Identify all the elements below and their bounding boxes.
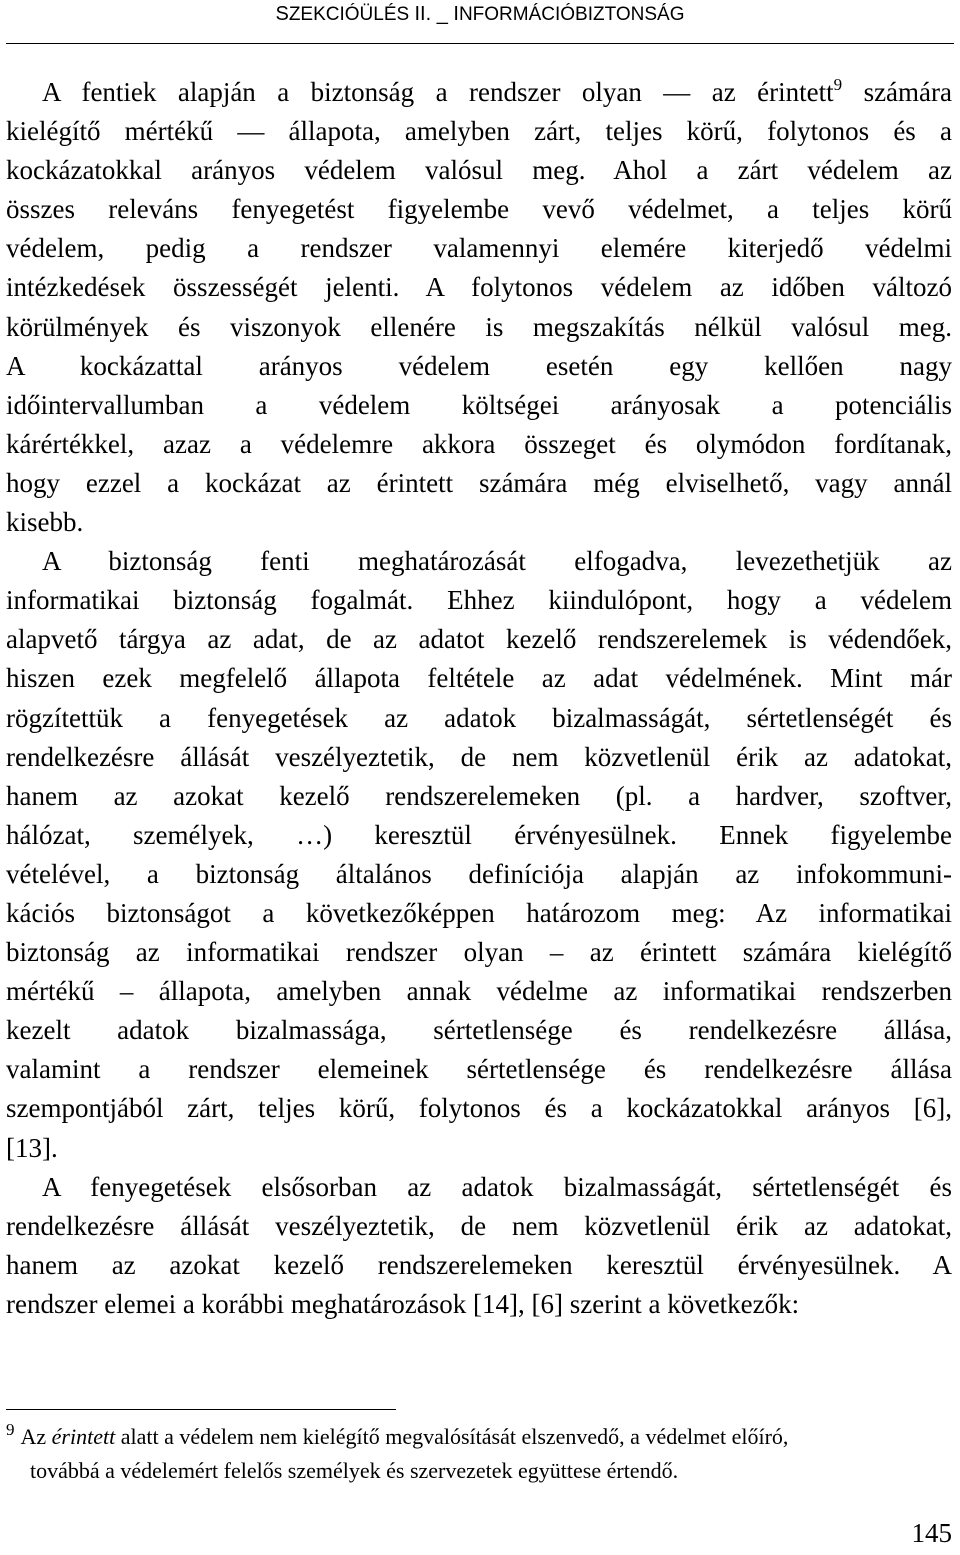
text-line: intézkedések összességét jelenti. A folytonos védelem az időben változó: [6, 272, 952, 303]
main-text: [6, 73, 952, 1324]
header-part: I: [453, 3, 459, 25]
footnote-text: továbbá a védelemért felelős személyek és szervezetek együttese értendő.: [30, 1458, 679, 1483]
footnote-number: 9: [6, 1420, 15, 1439]
text-line: A kockázattal arányos védelem esetén egy kellően nagy: [6, 350, 952, 381]
text-line: szempontjából zárt, teljes körű, folytonos és a kockázatokkal arányos [6],: [6, 1093, 952, 1124]
text-line: A biztonság fenti meghatározását elfogadva, levezethetjük az: [42, 546, 952, 577]
text-line: hálózat, személyek, …) keresztül érvényesülnek. Ennek figyelembe: [6, 819, 952, 850]
header-part: S: [275, 3, 289, 25]
paragraph-2: [6, 542, 952, 1168]
header-divider: [6, 43, 954, 44]
text-line: kárértékkel, azaz a védelemre akkora összeget és olymódon fordítanak,: [6, 428, 952, 459]
header-part: II. _: [414, 3, 454, 25]
text-line: kockázatokkal arányos védelem valósul meg. Ahol a zárt védelem az: [6, 155, 952, 186]
text-line: vételével, a biztonság általános definíciója alapján az infokommuni-: [6, 858, 952, 889]
text-line: kezelt adatok bizalmassága, sértetlensége és rendelkezésre állása,: [6, 1015, 952, 1046]
text-line: időintervallumban a védelem költségei arányosak a potenciális: [6, 389, 952, 420]
page-number: 145: [911, 1518, 952, 1548]
text-line: hanem az azokat kezelő rendszerelemeken keresztül érvényesülnek. A: [6, 1249, 952, 1280]
header-part: NFORMÁCIÓBIZTONSÁG: [458, 4, 685, 25]
footnote-divider: [6, 1409, 396, 1410]
text-line: biztonság az informatikai rendszer olyan – az érintett számára kielégítő: [6, 937, 952, 968]
text-line: informatikai biztonság fogalmát. Ehhez kiindulópont, hogy a védelem: [6, 585, 952, 616]
text-line: kációs biztonságot a következőképpen határozom meg: Az informatikai: [6, 897, 952, 928]
text-line: hogy ezzel a kockázat az érintett számára még elviselhető, vagy annál: [6, 467, 952, 498]
footnote-ref: 9: [833, 75, 843, 94]
paragraph-3: [6, 1168, 952, 1324]
text-line: hiszen ezek megfelelő állapota feltétele az adat védelmének. Mint már: [6, 663, 952, 694]
running-header: [0, 0, 960, 34]
text-line: védelem, pedig a rendszer valamennyi elemére kiterjedő védelmi: [6, 233, 952, 264]
text-line: kielégítő mértékű — állapota, amelyben zárt, teljes körű, folytonos és a: [6, 116, 952, 147]
paragraph-1: [6, 73, 952, 542]
text-line: rögzítettük a fenyegetések az adatok bizalmasságát, sértetlenségét és: [6, 702, 952, 733]
text-fragment: A fentiek alapján a biztonság a rendszer olyan — az érintett: [42, 77, 834, 107]
text-line: rendszer elemei a korábbi meghatározások [14], [6] szerint a következők:: [6, 1288, 800, 1319]
text-line: összes releváns fenyegetést figyelembe vevő védelmet, a teljes körű: [6, 194, 952, 225]
text-line: alapvető tárgya az adat, de az adatot kezelő rendszerelemek is védendőek,: [6, 624, 952, 655]
footnote: [6, 1420, 952, 1488]
text-line: A fenyegetések elsősorban az adatok bizalmasságát, sértetlenségét és: [42, 1171, 952, 1202]
text-line: hanem az azokat kezelő rendszerelemeken (pl. a hardver, szoftver,: [6, 780, 952, 811]
footnote-text: Az: [20, 1424, 52, 1449]
text-fragment: számára: [842, 77, 952, 107]
header-part: ZEKCIÓÜLÉS: [288, 4, 415, 25]
text-line: [6, 73, 952, 112]
text-line: mértékű – állapota, amelyben annak védelme az informatikai rendszerben: [6, 976, 952, 1007]
text-line: kisebb.: [6, 507, 84, 538]
text-line: rendelkezésre állását veszélyeztetik, de nem közvetlenül érik az adatokat,: [6, 1210, 952, 1241]
footnote-text: alatt a védelem nem kielégítő megvalósítását elszenvedő, a védelmet előíró,: [115, 1424, 789, 1449]
text-line: [13].: [6, 1132, 58, 1163]
text-line: rendelkezésre állását veszélyeztetik, de nem közvetlenül érik az adatokat,: [6, 741, 952, 772]
text-line: körülmények és viszonyok ellenére is megszakítás nélkül valósul meg.: [6, 311, 952, 342]
text-line: valamint a rendszer elemeinek sértetlensége és rendelkezésre állása: [6, 1054, 952, 1085]
footnote-term: érintett: [51, 1424, 116, 1449]
